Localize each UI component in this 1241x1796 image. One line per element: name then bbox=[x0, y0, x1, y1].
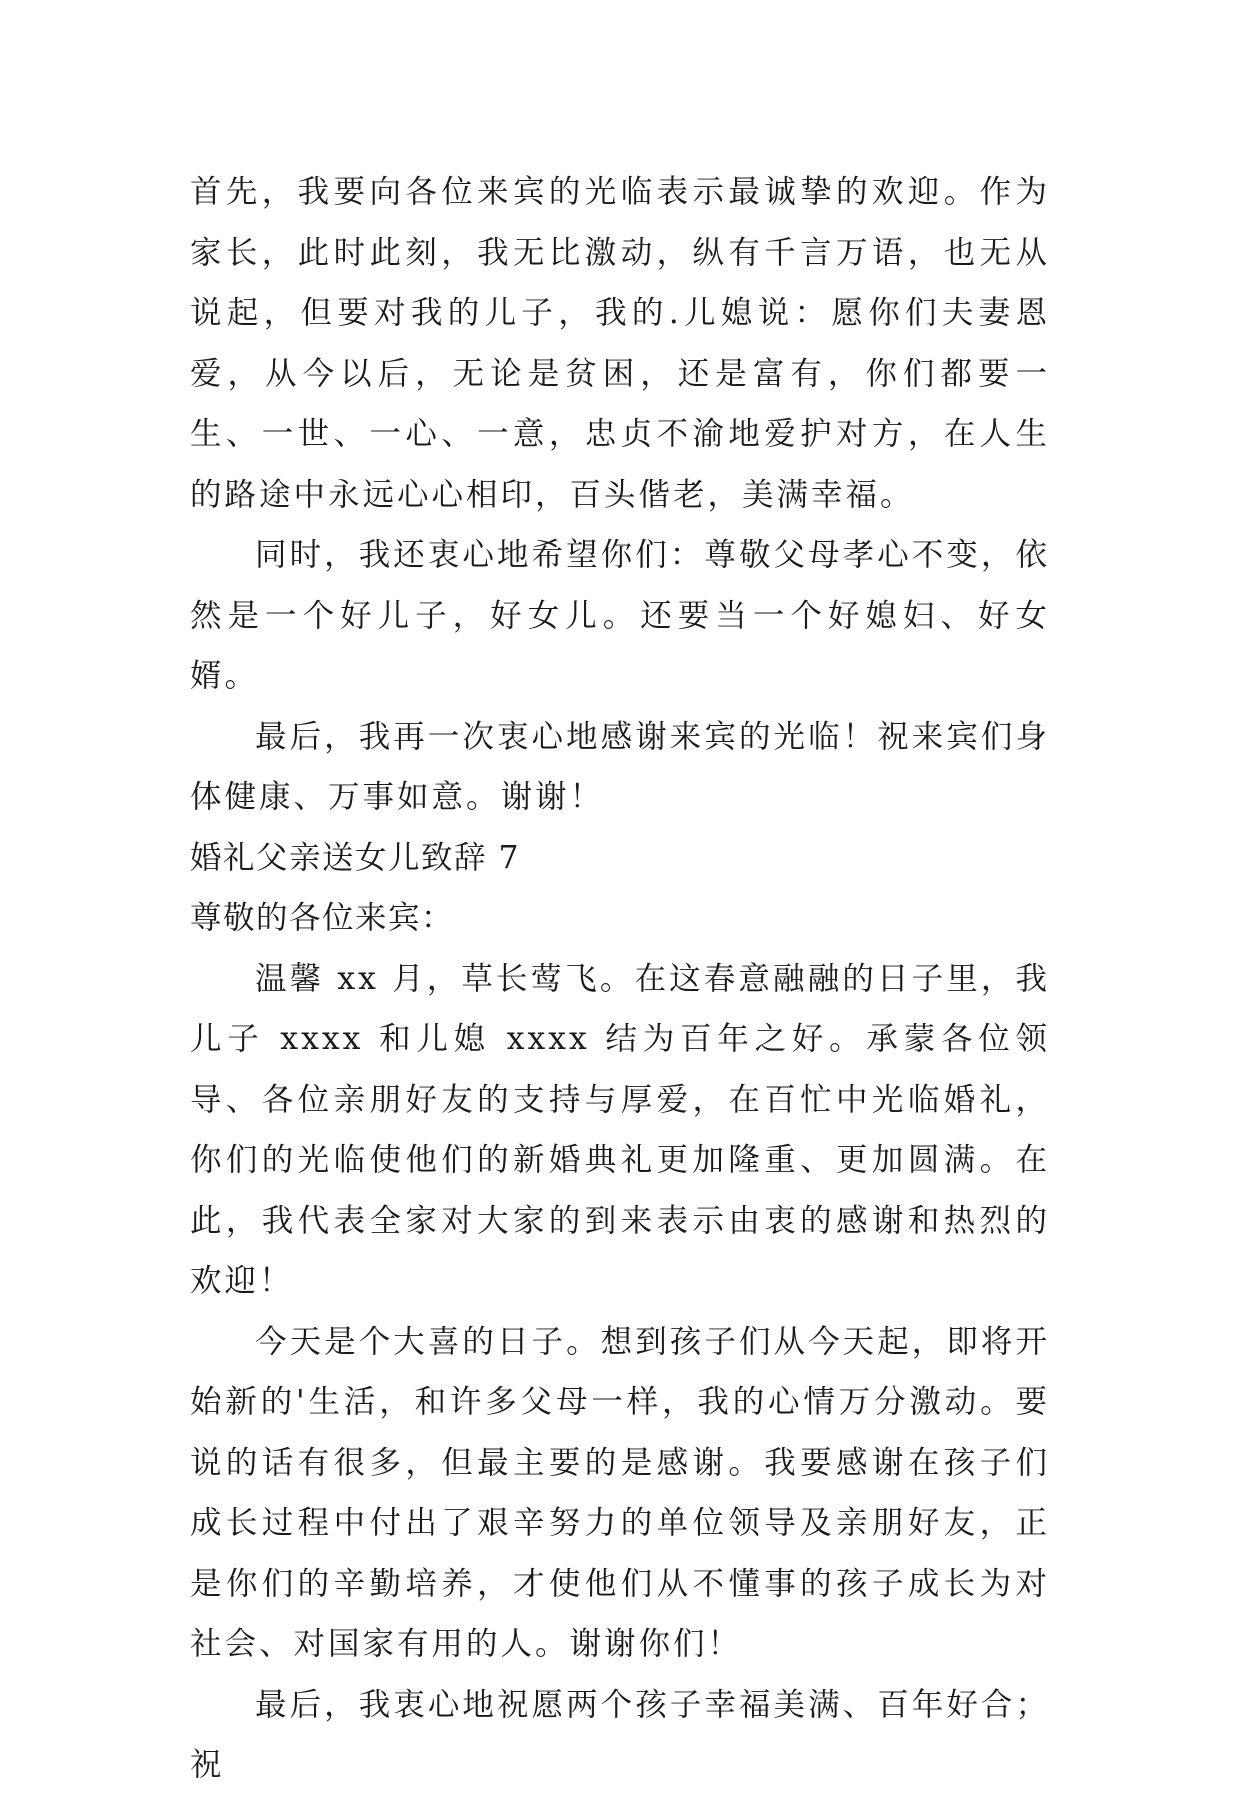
paragraph-gratitude: 今天是个大喜的日子。想到孩子们从今天起，即将开始新的'生活，和许多父母一样，我的心情万分激动。要说的话有很多，但最主要的是感谢。我要感谢在孩子们成长过程中付出了艰辛努力的单位领导及亲朋好友，正是你们的辛勤培养，才使他们从不懂事的孩子成长为对社会、对国家有用的人。谢谢你们！ bbox=[190, 1323, 1050, 1662]
paragraph-opening: 温馨 xx 月，草长莺飞。在这春意融融的日子里，我儿子 xxxx 和儿媳 xxxx 结为百年之好。承蒙各位领导、各位亲朋好友的支持与厚爱，在百忙中光临婚礼，你们的光临使他们的新婚典礼更加隆重、更加圆满。在此，我代表全家对大家的到来表示由衷的感谢和热烈的欢迎！ bbox=[190, 960, 1050, 1299]
salutation: 尊敬的各位来宾： bbox=[190, 900, 455, 936]
document-body bbox=[190, 162, 1050, 1796]
paragraph-closing-thanks: 最后，我再一次衷心地感谢来宾的光临！祝来宾们身体健康、万事如意。谢谢！ bbox=[190, 718, 1050, 815]
paragraph-hope: 同时，我还衷心地希望你们：尊敬父母孝心不变，依然是一个好儿子，好女儿。还要当一个好媳妇、好女婿。 bbox=[190, 537, 1050, 694]
paragraph-welcome-blessing: 首先，我要向各位来宾的光临表示最诚挚的欢迎。作为家长，此时此刻，我无比激动，纵有千言万语，也无从说起，但要对我的儿子，我的.儿媳说：愿你们夫妻恩爱，从今以后，无论是贫困，还是富有，你们都要一生、一世、一心、一意，忠贞不渝地爱护对方，在人生的路途中永远心心相印，百头偕老，美满幸福。 bbox=[190, 174, 1050, 513]
section-heading: 婚礼父亲送女儿致辞 7 bbox=[190, 839, 521, 876]
paragraph-final-wish: 最后，我衷心地祝愿两个孩子幸福美满、百年好合；祝 bbox=[190, 1686, 1050, 1783]
